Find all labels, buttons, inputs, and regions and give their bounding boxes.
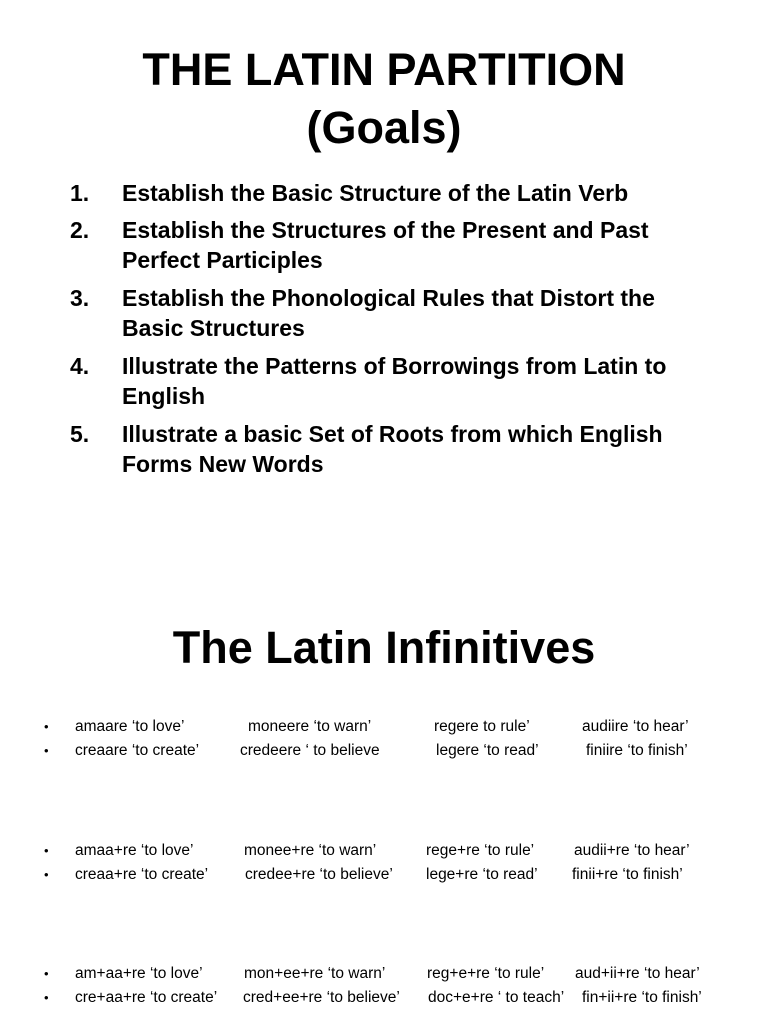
- verb-form: finiire ‘to finish’: [586, 742, 688, 759]
- goal-item-1: [70, 178, 720, 208]
- infinitive-row: [0, 840, 768, 862]
- goal-number: 4.: [70, 353, 90, 379]
- verb-form: doc+e+re ‘ to teach’: [428, 989, 565, 1006]
- verb-form: legere ‘to read’: [436, 742, 539, 759]
- goal-item-3: [70, 283, 720, 343]
- verb-form: regere to rule’: [434, 718, 530, 735]
- verb-form: cre+aa+re ‘to create’: [75, 989, 218, 1006]
- bullet-dot: •: [44, 990, 49, 1005]
- goal-text: Illustrate the Patterns of Borrowings from Latin to English: [122, 353, 667, 409]
- verb-form: rege+re ‘to rule’: [426, 842, 535, 859]
- verb-form: creaa+re ‘to create’: [75, 866, 209, 883]
- bullet-dot: •: [44, 843, 49, 858]
- verb-form: credeere ‘ to believe: [240, 742, 380, 759]
- verb-form: aud+ii+re ‘to hear’: [575, 965, 700, 982]
- infinitive-row: [0, 864, 768, 886]
- goal-number: 2.: [70, 217, 90, 243]
- section-title: The Latin Infinitives: [172, 622, 596, 673]
- verb-form: cred+ee+re ‘to believe’: [243, 989, 400, 1006]
- verb-form: finii+re ‘to finish’: [572, 866, 683, 883]
- goal-text: Establish the Phonological Rules that Distort the Basic Structures: [122, 285, 655, 341]
- goal-item-4: [70, 351, 720, 411]
- verb-form: amaare ‘to love’: [75, 718, 185, 735]
- verb-form: moneere ‘to warn’: [248, 718, 372, 735]
- verb-form: monee+re ‘to warn’: [244, 842, 377, 859]
- goal-text: Illustrate a basic Set of Roots from which English Forms New Words: [122, 421, 663, 477]
- goal-text: Establish the Basic Structure of the Latin Verb: [122, 180, 629, 206]
- infinitive-row: [0, 963, 768, 985]
- verb-form: credee+re ‘to believe’: [245, 866, 393, 883]
- goal-number: 3.: [70, 285, 90, 311]
- goal-item-5: [70, 419, 720, 479]
- bullet-dot: •: [44, 719, 49, 734]
- verb-form: mon+ee+re ‘to warn’: [244, 965, 386, 982]
- verb-form: amaa+re ‘to love’: [75, 842, 194, 859]
- verb-form: fin+ii+re ‘to finish’: [582, 989, 702, 1006]
- verb-form: am+aa+re ‘to love’: [75, 965, 203, 982]
- infinitive-row: [0, 987, 768, 1009]
- goal-number: 5.: [70, 421, 90, 447]
- bullet-dot: •: [44, 743, 49, 758]
- infinitive-row: [0, 740, 768, 762]
- verb-form: lege+re ‘to read’: [426, 866, 538, 883]
- verb-form: creaare ‘to create’: [75, 742, 200, 759]
- slide-title-line-1: THE LATIN PARTITION: [142, 44, 626, 95]
- infinitive-row: [0, 716, 768, 738]
- verb-form: audii+re ‘to hear’: [574, 842, 690, 859]
- goal-number: 1.: [70, 180, 90, 206]
- goal-text: Establish the Structures of the Present and Past Perfect Participles: [122, 217, 649, 273]
- verb-form: reg+e+re ‘to rule’: [427, 965, 545, 982]
- verb-form: audiire ‘to hear’: [582, 718, 689, 735]
- goal-item-2: [70, 215, 720, 275]
- bullet-dot: •: [44, 966, 49, 981]
- slide-title-line-2: (Goals): [306, 102, 462, 153]
- bullet-dot: •: [44, 867, 49, 882]
